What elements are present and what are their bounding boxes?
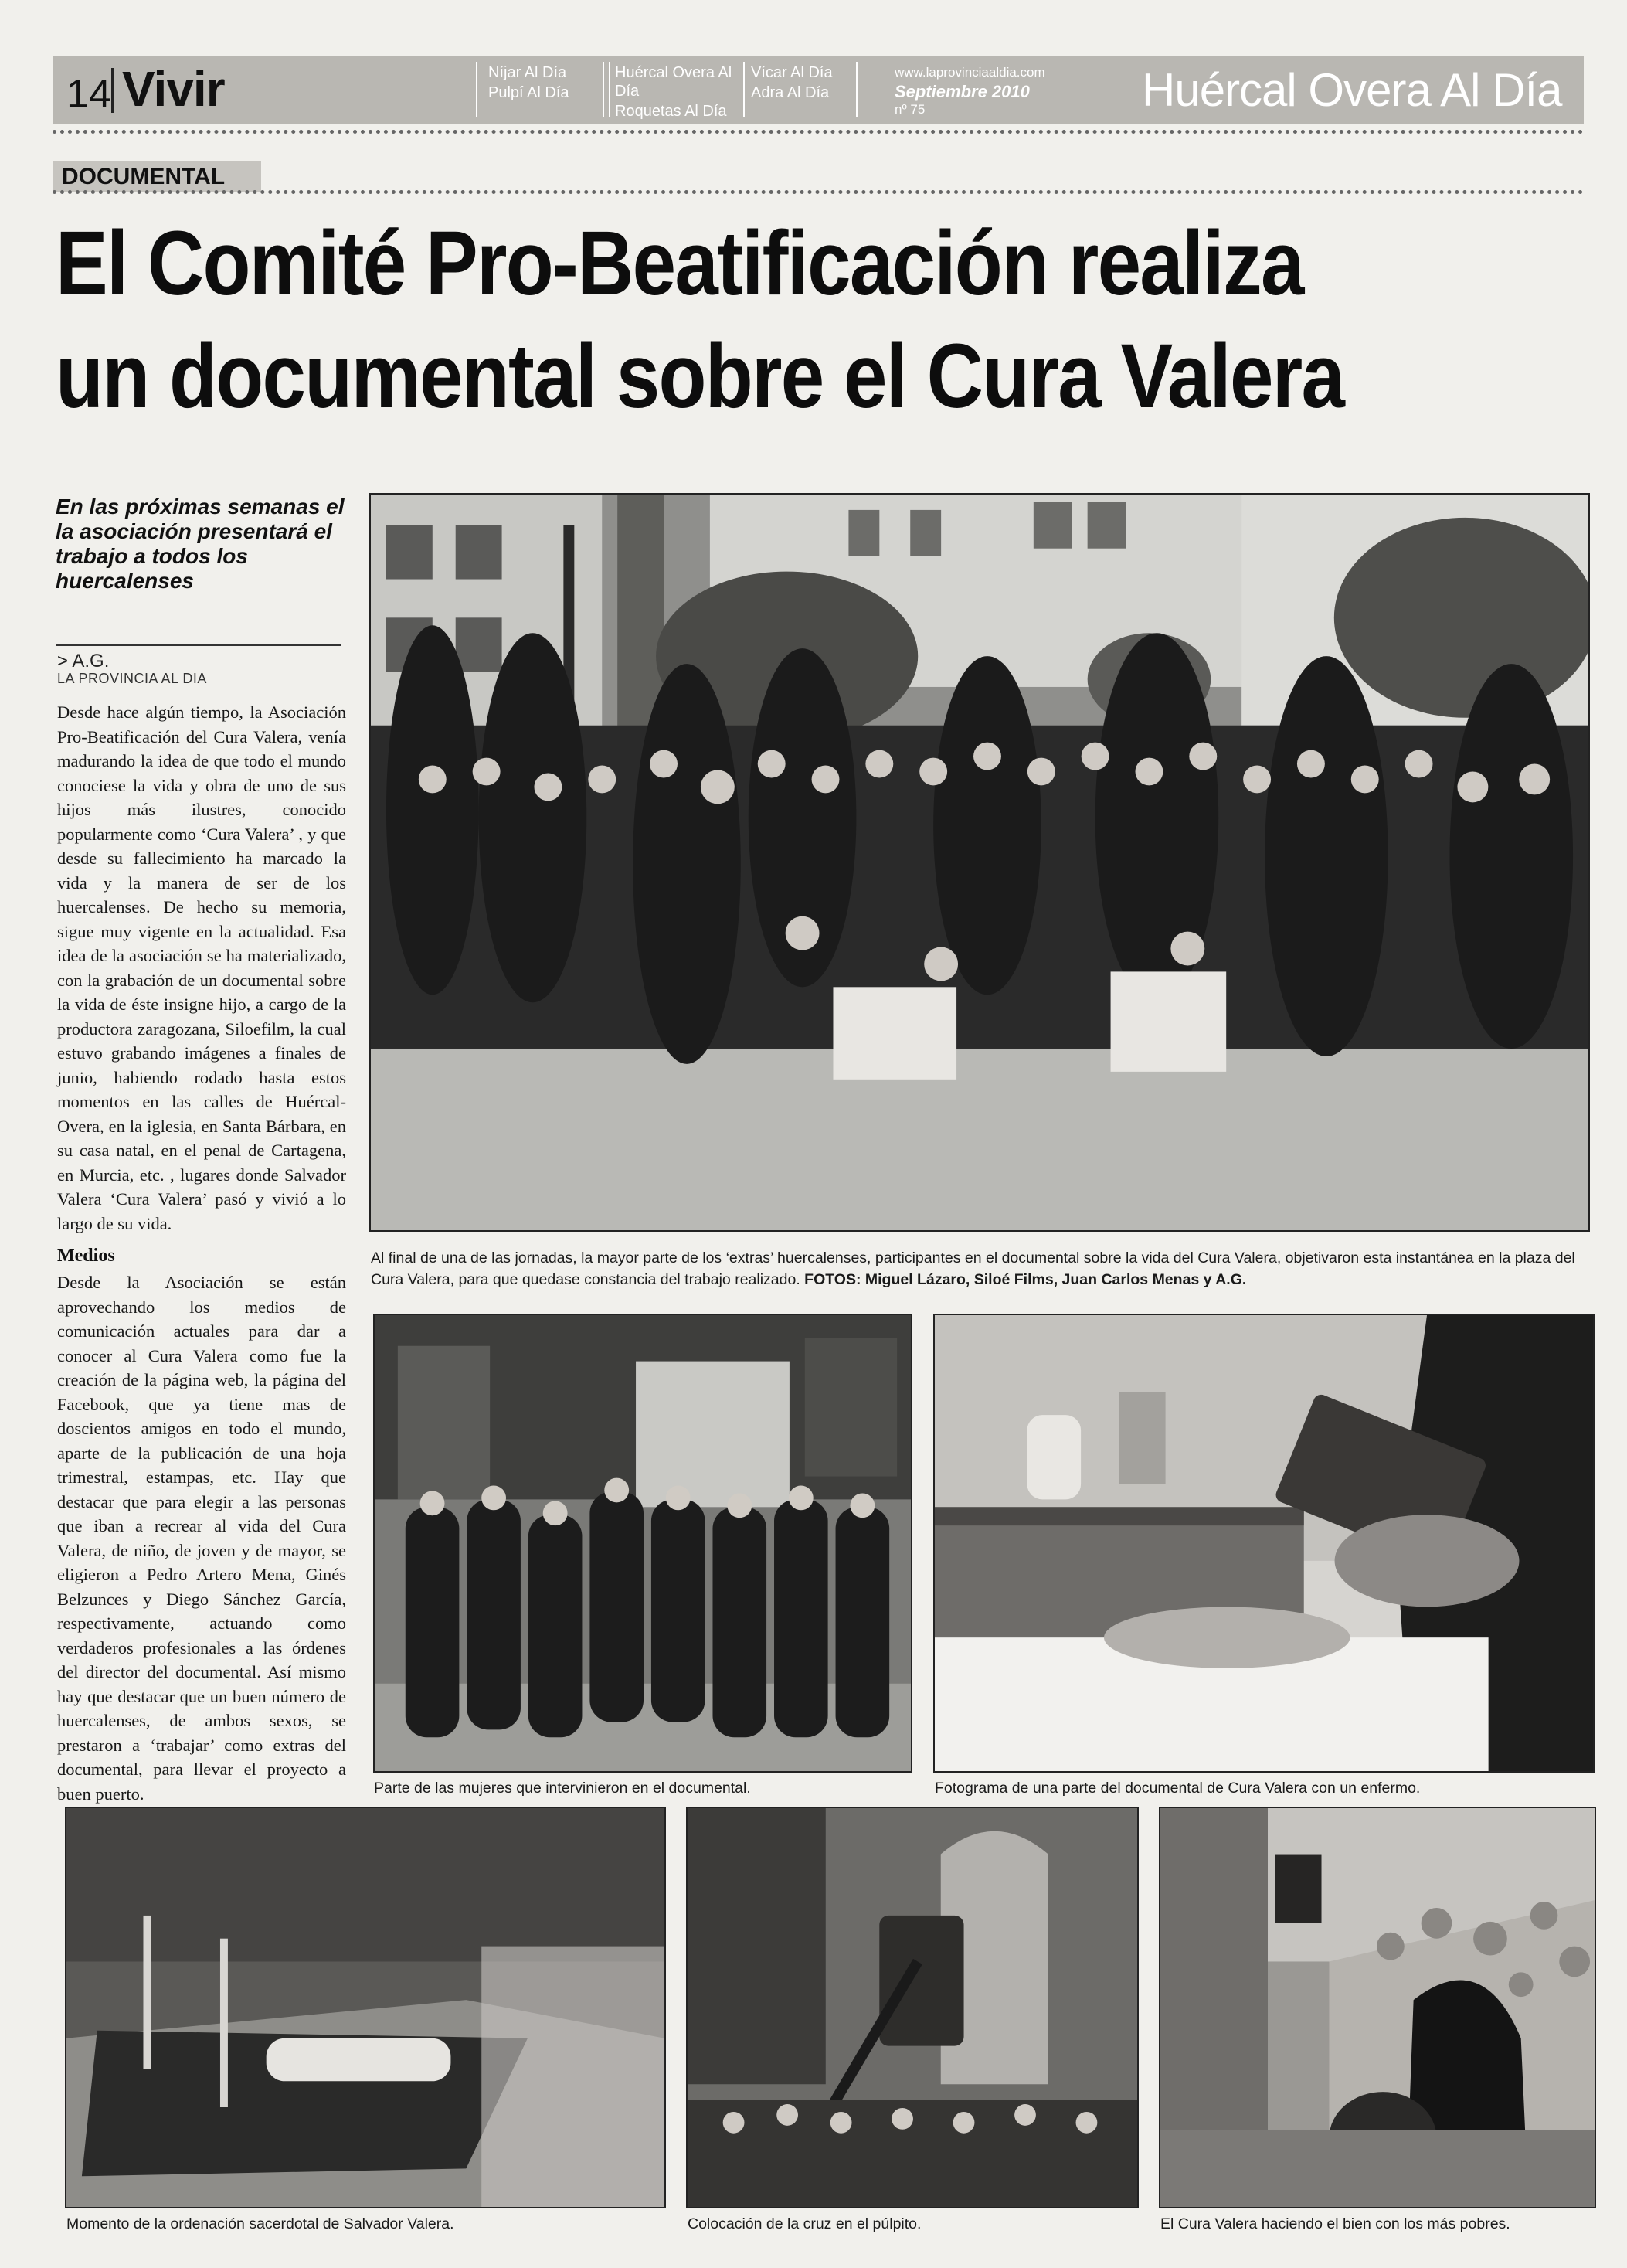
headline (56, 207, 1371, 433)
photo-caption: Momento de la ordenación sacerdotal de Salvador Valera. (66, 2215, 454, 2232)
edition-name: Vícar Al Día (751, 64, 833, 81)
byline-author: > A.G. (57, 651, 110, 672)
page-number-divider (111, 68, 114, 113)
edition-name: Pulpí Al Día (488, 84, 569, 101)
photo-women-church (373, 1314, 912, 1773)
photo-caption: Parte de las mujeres que intervinieron en el documental. (374, 1780, 751, 1797)
section-name: Vivir (122, 61, 225, 117)
headline-line: un documental sobre el Cura Valera (56, 325, 1344, 427)
edition-name: Roquetas Al Día (615, 103, 727, 120)
photo-ordination (65, 1807, 666, 2208)
inline-subhead: Medios (57, 1246, 115, 1266)
caption-text: Al final de una de las jornadas, la mayor parte de los ‘extras’ huercalenses, participantes en el documental sobre la vida del Cura Valera, objetivaron esta instantánea en la plaza del Cura Valera, para que quedase constancia del trabajo realizado. (371, 1250, 1575, 1288)
edition-group-2 (603, 62, 745, 120)
subhead: En las próximas semanas el la asociación presentará el trabajo a todos los huercalenses (56, 495, 345, 593)
edition-title: Huércal Overa Al Día (1142, 64, 1562, 116)
photo-ruins (1159, 1807, 1596, 2208)
page-number: 14 (66, 72, 111, 117)
body-paragraph: Desde hace algún tiempo, la Asociación Pro-Beatificación del Cura Valera, venía madurando la idea de que todo el mundo conociese la vida y obra de uno de sus hijos más ilustres, conocido popularmente como ‘Cura Valera’ , y que desde su fallecimiento ha marcado la vida y la manera de ser de los huercalenses. De hecho su memoria, sigue muy vigente en la actualidad. Esa idea de la asociación se ha materializado, con la grabación de un documental sobre la vida de éste insigne hijo, a cargo de la productora zaragozana, Siloefilm, la cual estuvo grabando imágenes a finales de junio, habiendo rodado hasta estos momentos en las calles de Huércal-Overa, en la iglesia, en Santa Bárbara, en su casa natal, en el penal de Cartagena, en Murcia, etc. , lugares donde Salvador Valera ‘Cura Valera’ pasó y vivió a lo largo de su vida. (57, 702, 346, 1233)
dotted-divider (53, 130, 1584, 134)
photo-caption (371, 1247, 1591, 1290)
headline-line: El Comité Pro-Beatificación realiza (56, 213, 1303, 315)
edition-group-3 (740, 62, 858, 117)
issue-date: Septiembre 2010 (895, 82, 1030, 101)
photo-caption: Fotograma de una parte del documental de Cura Valera con un enfermo. (935, 1780, 1421, 1797)
byline-rule (56, 644, 341, 646)
byline-source: LA PROVINCIA AL DIA (57, 671, 207, 686)
photo-group-plaza (369, 493, 1590, 1232)
body-paragraph: Desde la Asociación se están aprovechando los medios de comunicación actuales para dar a conocer al Cura Valera como fue la creación de la página web, la página del Facebook, que ya tiene mas de doscientos amigos en todo el mundo, aparte de la publicación de una hoja trimestral, estampas, etc. Hay que destacar que para elegir a las personas que iban a recrear al vida del Cura Valera, de niño, de joven y de mayor, se eligieron a Pedro Artero Mena, Ginés Belzunces y Diego Sánchez García, respectivamente, actuando como verdaderos profesionales a las órdenes del director del documental. Así mismo hay que destacar que un buen número de huercalenses, de ambos sexos, se prestaron a ‘trabajar’ como extras del documental, para llevar el proyecto a buen puerto. (57, 1273, 346, 1804)
section-tag-label: DOCUMENTAL (62, 164, 226, 189)
masthead-bar (53, 56, 1584, 124)
section-tag (53, 161, 261, 192)
edition-name: Níjar Al Día (488, 64, 567, 81)
dotted-divider (53, 190, 1584, 194)
photo-pulpit (686, 1807, 1139, 2208)
photo-sick-person (933, 1314, 1595, 1773)
photo-caption: El Cura Valera haciendo el bien con los más pobres. (1160, 2215, 1510, 2232)
photo-caption: Colocación de la cruz en el púlpito. (688, 2215, 922, 2232)
issue-number: nº 75 (895, 102, 926, 117)
edition-name: Adra Al Día (751, 84, 830, 101)
site-url: www.laprovinciaaldia.com (895, 65, 1045, 80)
edition-group-1 (476, 62, 610, 117)
edition-name: Huércal Overa Al Día (615, 64, 732, 100)
photo-credit: FOTOS: Miguel Lázaro, Siloé Films, Juan Carlos Menas y A.G. (804, 1271, 1247, 1288)
